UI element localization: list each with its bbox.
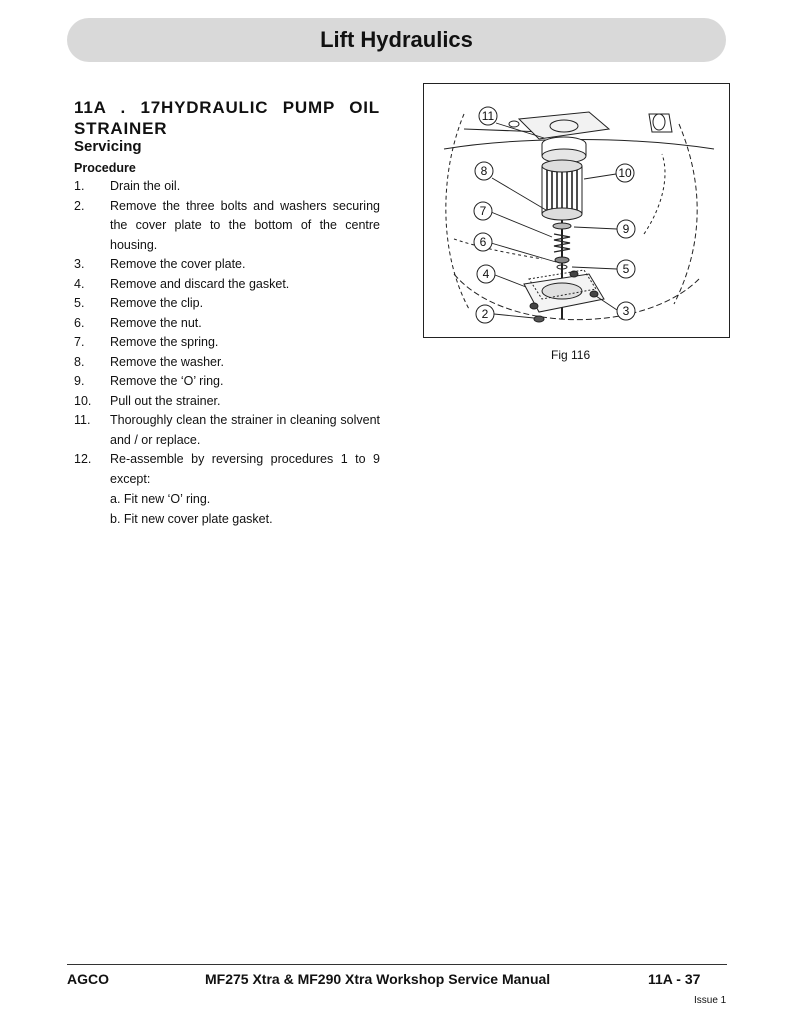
callout-4-label: 4	[482, 267, 490, 281]
procedure-label: Procedure	[74, 161, 136, 175]
page-title: Lift Hydraulics	[320, 27, 473, 52]
step-number: 6.	[74, 315, 85, 330]
step-number: 7.	[74, 335, 85, 349]
step-number: 9.	[74, 374, 85, 388]
step-number: 5.	[74, 296, 85, 310]
list-item	[74, 333, 380, 353]
header-bar	[67, 18, 726, 62]
step-text: Pull out the strainer.	[110, 393, 221, 408]
callout-2-label: 2	[481, 307, 489, 321]
step-number: 11.	[74, 413, 91, 427]
step-text: Remove the washer.	[110, 354, 224, 369]
callout-6-label: 6	[479, 235, 487, 249]
callout-11-label: 11	[481, 109, 495, 123]
list-item	[74, 372, 380, 392]
callout-8-label: 8	[480, 164, 488, 178]
step-number: 3.	[74, 257, 85, 271]
callout-9-label: 9	[622, 222, 630, 236]
list-item	[74, 392, 380, 412]
step-text: Remove the ‘O’ ring.	[110, 374, 224, 388]
callout-3-label: 3	[622, 304, 630, 318]
list-item	[74, 294, 380, 314]
sub-list-item: a. Fit new ‘O’ ring.	[110, 492, 211, 506]
figure-116-illustration	[423, 83, 730, 338]
list-item	[74, 275, 380, 295]
procedure-steps	[74, 177, 380, 529]
page-number: 11A - 37	[648, 971, 701, 987]
list-item	[74, 450, 380, 489]
step-number: 2.	[74, 198, 85, 213]
step-text: Remove the clip.	[110, 296, 204, 310]
callout-7-label: 7	[479, 204, 487, 218]
step-text: Re-assemble by reversing procedures 1 to 9 except:	[110, 452, 380, 486]
footer-brand: AGCO	[67, 971, 109, 987]
step-text: Remove the cover plate.	[110, 257, 246, 271]
step-number: 10.	[74, 393, 92, 408]
issue-label: Issue 1	[694, 995, 727, 1006]
step-text: Remove the three bolts and washers securing the cover plate to the bottom of the centre housing.	[110, 198, 380, 252]
list-item	[74, 353, 380, 373]
list-item	[74, 197, 380, 256]
step-text: Remove the nut.	[110, 315, 202, 330]
list-item	[74, 411, 380, 450]
list-item	[74, 255, 380, 275]
step-number: 8.	[74, 354, 85, 369]
step-text: Remove and discard the gasket.	[110, 276, 290, 291]
step-number: 1.	[74, 179, 85, 193]
step-number: 4.	[74, 276, 85, 291]
footer-manual-title: MF275 Xtra & MF290 Xtra Workshop Service Manual	[205, 971, 551, 987]
callout-10-label: 10	[618, 166, 632, 180]
footer-divider	[67, 964, 727, 965]
step-text: Remove the spring.	[110, 335, 219, 349]
sub-list-item: b. Fit new cover plate gasket.	[110, 512, 273, 526]
figure-caption: Fig 116	[551, 348, 591, 362]
subheading: Servicing	[74, 138, 142, 155]
pump-strainer-diagram	[424, 84, 729, 337]
step-text: Drain the oil.	[110, 179, 181, 193]
section-heading: 11A . 17HYDRAULIC PUMP OIL STRAINER	[74, 98, 380, 138]
step-number: 12.	[74, 452, 92, 466]
step-text: Thoroughly clean the strainer in cleaning solvent and / or replace.	[110, 413, 380, 447]
list-item	[74, 177, 380, 197]
list-item	[74, 314, 380, 334]
callout-5-label: 5	[622, 262, 630, 276]
